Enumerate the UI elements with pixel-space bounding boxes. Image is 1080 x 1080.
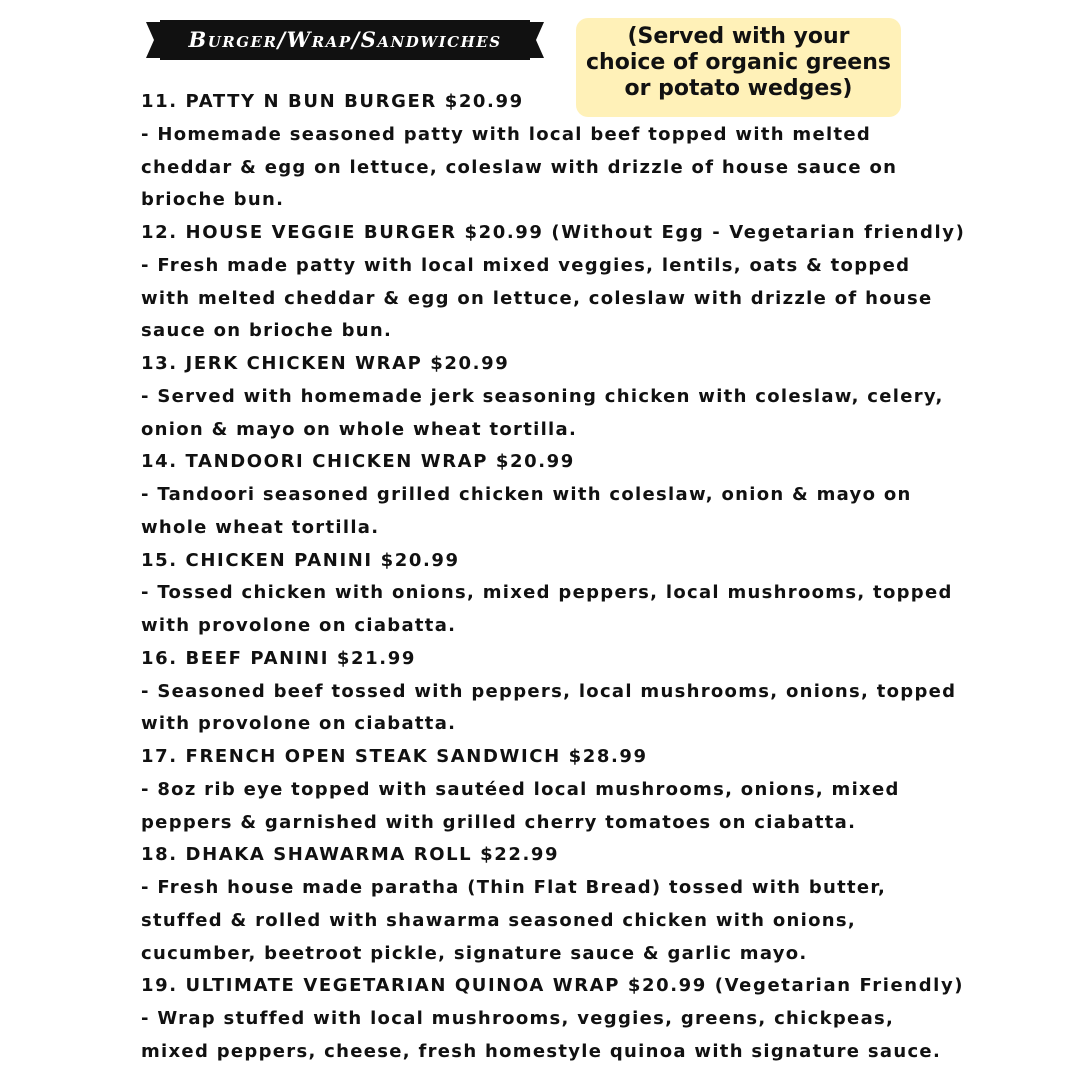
menu-item-title: 12. HOUSE VEGGIE BURGER $20.99 (Without Egg - Vegetarian friendly) [141, 222, 966, 243]
side-note: (Served with your choice of organic greens or potato wedges) [576, 18, 901, 117]
menu-item-title: 16. BEEF PANINI $21.99 [141, 647, 416, 669]
menu-item-title: 18. DHAKA SHAWARMA ROLL $22.99 [141, 844, 560, 866]
menu-item-title: 13. JERK CHICKEN WRAP $20.99 [141, 353, 510, 374]
menu-item-description-line: - Fresh made patty with local mixed veggies, lentils, oats & topped [141, 254, 911, 276]
menu-item-description-line: with provolone on ciabatta. [141, 615, 457, 636]
menu-item-description-line: - Homemade seasoned patty with local beef topped with melted [141, 123, 872, 145]
section-banner [146, 20, 544, 62]
menu-item-description-line: - Seasoned beef tossed with peppers, local mushrooms, onions, topped [141, 680, 957, 702]
menu-list [141, 86, 1061, 1069]
menu-item-title: 19. ULTIMATE VEGETARIAN QUINOA WRAP $20.99 (Vegetarian Friendly) [141, 975, 965, 997]
menu-item-description-line: - Tandoori seasoned grilled chicken with coleslaw, onion & mayo on [141, 484, 912, 505]
menu-item-description-line: peppers & garnished with grilled cherry tomatoes on ciabatta. [141, 811, 857, 833]
section-title: Burger/Wrap/Sandwiches [188, 27, 502, 52]
menu-item-description-line: - Tossed chicken with onions, mixed peppers, local mushrooms, topped [141, 582, 953, 604]
menu-item-title: 11. PATTY N BUN BURGER $20.99 [141, 91, 524, 112]
menu-item-description-line: - Wrap stuffed with local mushrooms, veggies, greens, chickpeas, [141, 1008, 895, 1029]
menu-item-description-line: - 8oz rib eye topped with sautéed local mushrooms, onions, mixed [141, 778, 900, 800]
menu-item-title: 15. CHICKEN PANINI $20.99 [141, 549, 460, 571]
menu-item-description-line: mixed peppers, cheese, fresh homestyle quinoa with signature sauce. [141, 1040, 942, 1062]
menu-item-description-line: - Fresh house made paratha (Thin Flat Bread) tossed with butter, [141, 877, 887, 898]
menu-item-description-line: brioche bun. [141, 189, 285, 211]
menu-item-description-line: onion & mayo on whole wheat tortilla. [141, 418, 578, 440]
menu-item-description-line: stuffed & rolled with shawarma seasoned chicken with onions, [141, 909, 857, 931]
menu-item-description-line: whole wheat tortilla. [141, 516, 380, 538]
menu-item-description-line: cheddar & egg on lettuce, coleslaw with drizzle of house sauce on [141, 156, 898, 178]
menu-item-description-line: with melted cheddar & egg on lettuce, coleslaw with drizzle of house [141, 287, 933, 309]
menu-item-description-line: sauce on brioche bun. [141, 320, 393, 342]
menu-item-description-line: cucumber, beetroot pickle, signature sauce & garlic mayo. [141, 942, 808, 964]
menu-item-description-line: - Served with homemade jerk seasoning chicken with coleslaw, celery, [141, 385, 944, 407]
menu-item-title: 17. FRENCH OPEN STEAK SANDWICH $28.99 [141, 746, 648, 767]
menu-item-title: 14. TANDOORI CHICKEN WRAP $20.99 [141, 451, 575, 473]
menu-item-description-line: with provolone on ciabatta. [141, 713, 457, 735]
